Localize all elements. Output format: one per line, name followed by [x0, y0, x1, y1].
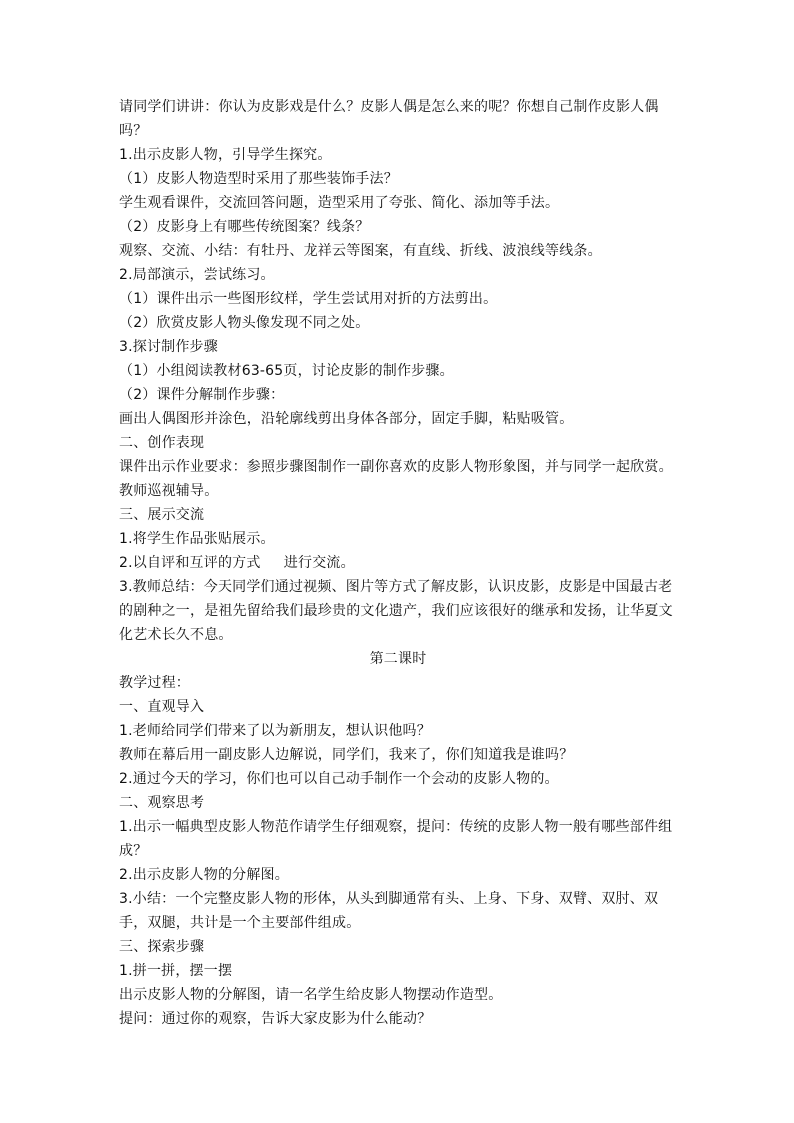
observe-item-3: 3.小结：一个完整皮影人物的形体，从头到脚通常有头、上身、下身、双臂、双肘、双手，双腿，共计是一个主要部件组成。: [119, 891, 659, 931]
intro-item-2: 2.通过今天的学习，你们也可以自己动手制作一个会动的皮影人物的。: [119, 771, 559, 787]
show-item-2: 2.以自评和互评的方式 进行交流。: [119, 555, 355, 571]
intro-detail: 教师在幕后用一副皮影人边解说，同学们，我来了，你们知道我是谁吗？: [119, 747, 574, 763]
lesson-two-title: 第二课时: [369, 651, 427, 667]
intro-question: 请同学们讲讲：你认为皮影戏是什么？皮影人偶是怎么来的呢？你想自己制作皮影人偶吗？: [119, 99, 659, 139]
explore-item-1: 1.拼一拼，摆一摆: [119, 963, 233, 979]
step-2-item-1: （1）课件出示一些图形纹样，学生尝试用对折的方法剪出。: [119, 291, 498, 307]
step-1-answer-2: 观察、交流、小结：有牡丹、龙祥云等图案，有直线、折线、波浪线等线条。: [119, 243, 602, 259]
observe-item-1: 1.出示一幅典型皮影人物范作请学生仔细观察，提问：传统的皮影人物一般有哪些部件组成？: [119, 819, 673, 859]
step-3-detail: 画出人偶图形并涂色，沿轮廓线剪出身体各部分，固定手脚，粘贴吸管。: [119, 411, 574, 427]
explore-detail: 出示皮影人物的分解图，请一名学生给皮影人物摆动作造型。: [119, 987, 503, 1003]
intro-item-1: 1.老师给同学们带来了以为新朋友，想认识他吗？: [119, 723, 431, 739]
step-1-answer-1: 学生观看课件，交流回答问题，造型采用了夸张、简化、添加等手法。: [119, 195, 560, 211]
observe-item-2: 2.出示皮影人物的分解图。: [119, 867, 289, 883]
step-3-item-1: （1）小组阅读教材63-65页，讨论皮影的制作步骤。: [119, 363, 454, 379]
explore-question: 提问：通过你的观察，告诉大家皮影为什么能动？: [119, 1011, 432, 1027]
teaching-process-label: 教学过程：: [119, 675, 190, 691]
show-item-3: 3.教师总结：今天同学们通过视频、图片等方式了解皮影，认识皮影，皮影是中国最古老的剧种之一，是祖先留给我们最珍贵的文化遗产，我们应该很好的继承和发扬，让华夏文化艺术长久不息。: [119, 579, 673, 643]
step-1-question-1: （1）皮影人物造型时采用了那些装饰手法？: [119, 171, 398, 187]
step-2-title: 2.局部演示，尝试练习。: [119, 267, 275, 283]
step-3-item-2: （2）课件分解制作步骤：: [119, 387, 285, 403]
section-observe-heading: 二、观察思考: [119, 795, 205, 811]
show-item-1: 1.将学生作品张贴展示。: [119, 531, 275, 547]
step-1-question-2: （2）皮影身上有哪些传统图案？线条？: [119, 219, 370, 235]
section-intro-heading: 一、直观导入: [119, 699, 205, 715]
section-explore-heading: 三、探索步骤: [119, 939, 205, 955]
step-2-item-2: （2）欣赏皮影人物头像发现不同之处。: [119, 315, 370, 331]
step-3-title: 3.探讨制作步骤: [119, 339, 218, 355]
section-show-heading: 三、展示交流: [119, 507, 205, 523]
step-1-title: 1.出示皮影人物，引导学生探究。: [119, 147, 332, 163]
document-body: [119, 95, 677, 1031]
section-create-heading: 二、创作表现: [119, 435, 205, 451]
section-create-text: 课件出示作业要求：参照步骤图制作一副你喜欢的皮影人物形象图，并与同学一起欣赏。教师巡视辅导。: [119, 459, 673, 499]
